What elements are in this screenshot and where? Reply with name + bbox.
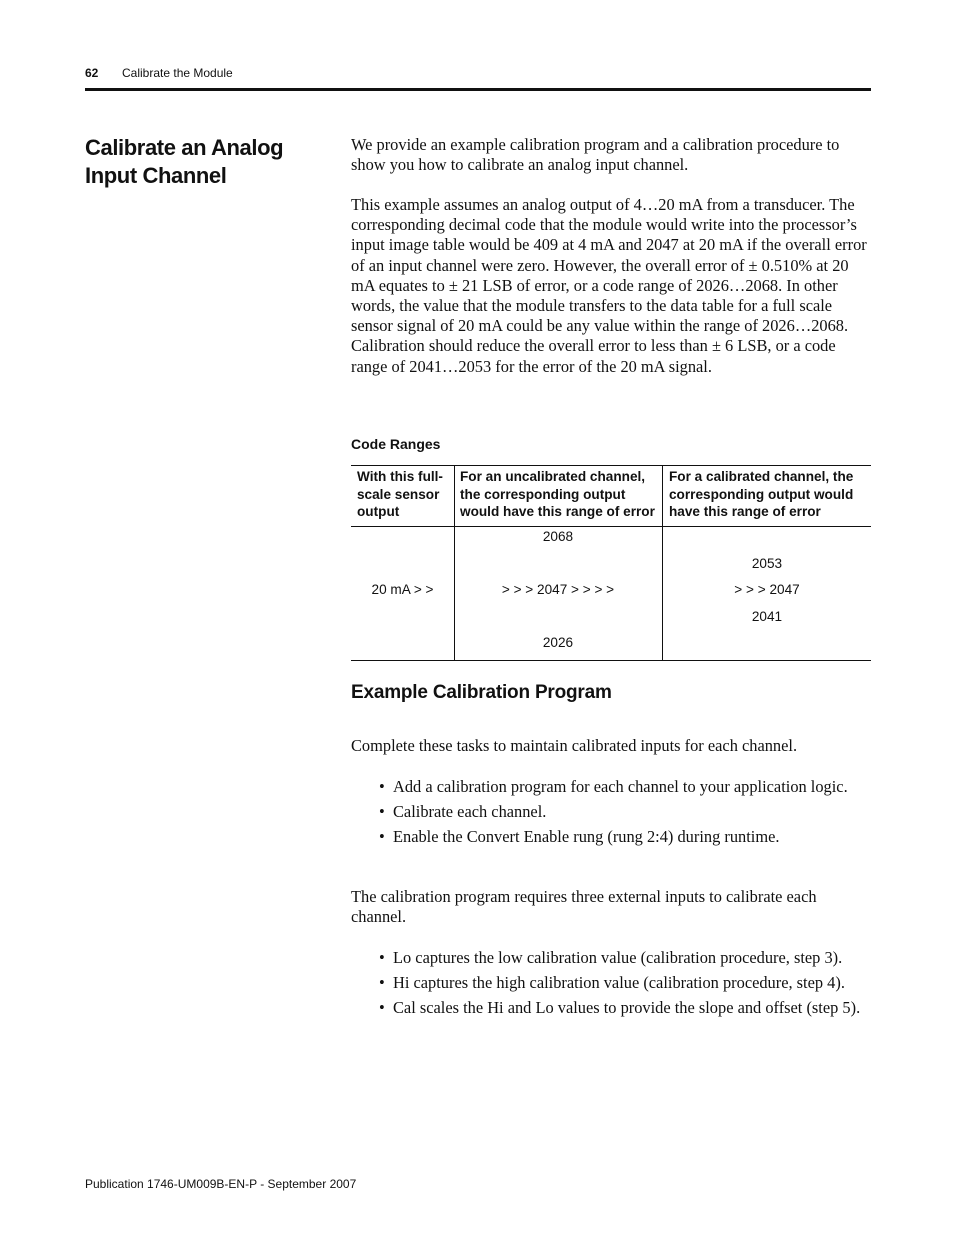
subsection-heading: Example Calibration Program [351,682,612,703]
list-item: • Enable the Convert Enable rung (rung 2:4) during runtime. [379,826,780,846]
table-cell-sensor-value: 20 mA > > [371,582,434,597]
inputs-list [379,948,871,1022]
intro-paragraph-2: This example assumes an analog output of 4…20 mA from a transducer. The corresponding decimal code that the module would write into the processor’s input image table would be 409 at 4 mA and 2047 at 20 mA if the overall error of an input channel were zero. However, the overall error of ± 0.510% at 20 mA equates to ± 21 LSB of error, or a code range of 2026…2068. In other words, the value that the module transfers to the data table for a full scale sensor signal of 20 mA could be any value within the range of 2026…2068. Calibration should reduce the overall error to less than ± 6 LSB, or a code range of 2041…2053 for the error of the 20 mA signal. [351,195,867,376]
list-item: • Calibrate each channel. [379,801,547,821]
list-item: • Hi captures the high calibration value (calibration procedure, step 4). [379,972,845,992]
task-list [379,777,871,851]
table-column-calibrated [663,466,871,660]
code-ranges-table [351,465,871,661]
table-column-uncalibrated [454,466,663,660]
table-cell-uncal-middle: > > > 2047 > > > > [501,582,615,597]
program-intro: Complete these tasks to maintain calibrated inputs for each channel. [351,736,798,755]
table-cell-uncal-top: 2068 [542,529,574,544]
intro-paragraph-1: We provide an example calibration program and a calibration procedure to show you how to calibrate an analog input channel. [351,135,840,175]
page-number: 62 [85,66,99,80]
table-cell-cal-bottom: 2041 [751,609,783,624]
table-header-cell: For an uncalibrated channel, the corresponding output would have this range of error [460,469,655,519]
inputs-intro: The calibration program requires three external inputs to calibrate each channel. [351,887,817,927]
list-item: • Lo captures the low calibration value (calibration procedure, step 3). [379,948,843,967]
running-header: Calibrate the Module [122,66,233,80]
header-rule [85,88,871,91]
publication-footer: Publication 1746-UM009B-EN-P - September 2007 [85,1177,357,1191]
table-column-sensor-output [351,466,455,660]
table-header-cell: With this full-scale sensor output [357,469,443,519]
list-item: • Add a calibration program for each channel to your application logic. [379,777,848,796]
table-cell-uncal-bottom: 2026 [542,635,574,650]
table-cell-cal-top: 2053 [751,556,783,571]
table-cell-cal-middle: > > > 2047 [734,582,800,597]
list-item: • Cal scales the Hi and Lo values to provide the slope and offset (step 5). [379,997,861,1017]
section-heading: Calibrate an Analog Input Channel [85,135,284,188]
table-title: Code Ranges [351,436,441,452]
table-header-cell: For a calibrated channel, the corresponding output would have this range of error [669,469,854,519]
